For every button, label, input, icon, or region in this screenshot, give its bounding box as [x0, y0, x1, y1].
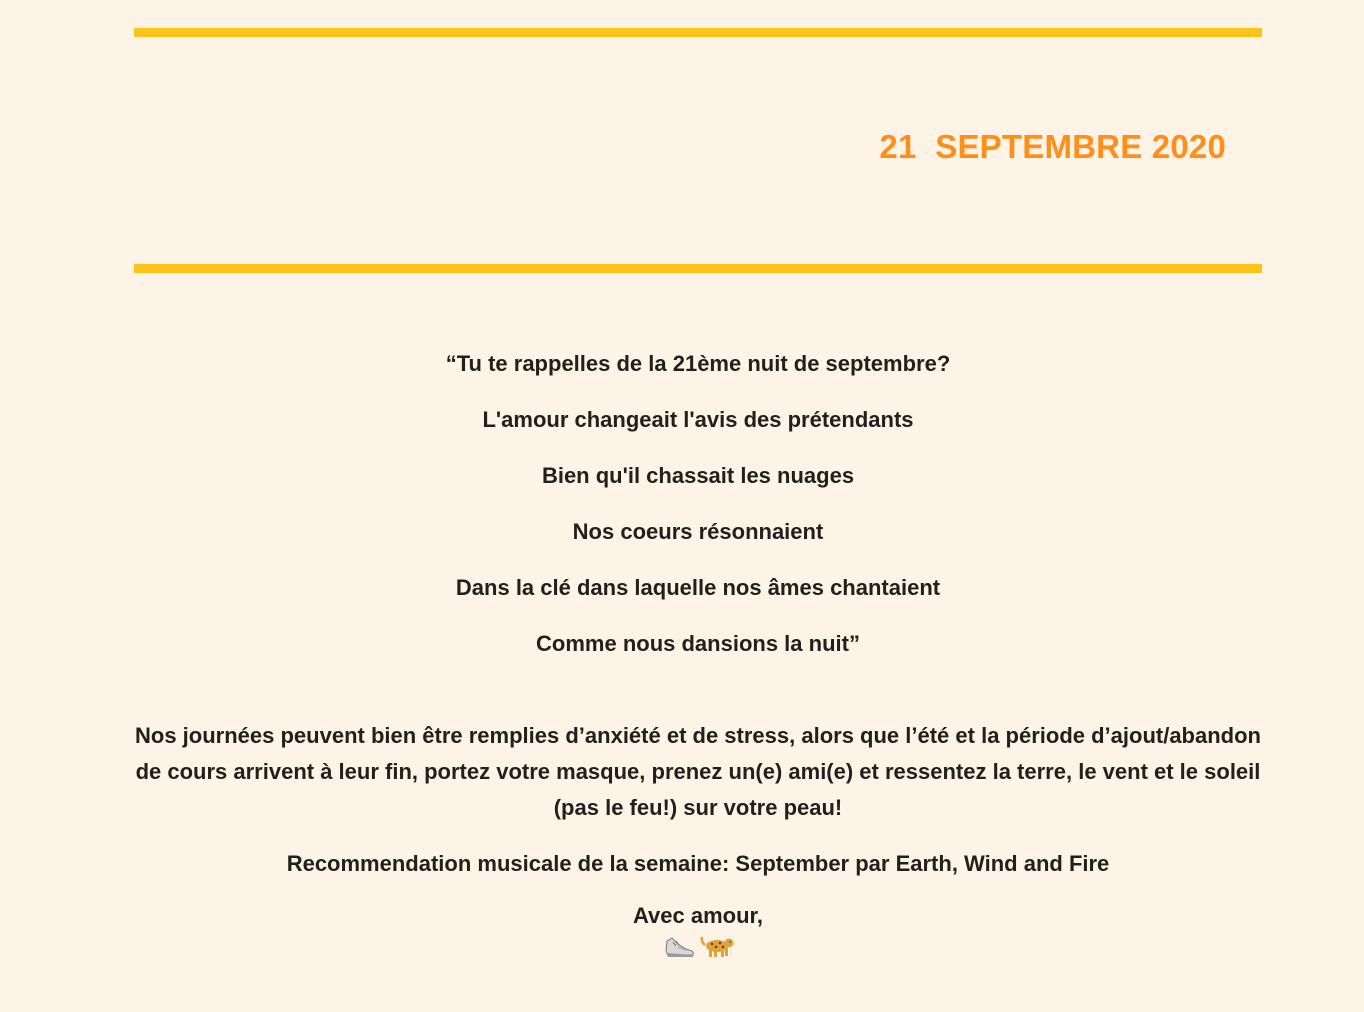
- signature-emojis: [134, 932, 1262, 960]
- bottom-divider: [134, 264, 1262, 273]
- poem-line: L'amour changeait l'avis des prétendants: [482, 407, 914, 432]
- poem-line: Comme nous dansions la nuit”: [536, 631, 860, 656]
- music-recommendation: Recommendation musicale de la semaine: September par Earth, Wind and Fire: [286, 851, 1110, 876]
- top-divider: [134, 28, 1262, 37]
- issue-date: 21 SEPTEMBRE 2020: [879, 128, 1226, 165]
- newsletter-content: [134, 346, 1262, 960]
- poem-line: “Tu te rappelles de la 21ème nuit de septembre?: [445, 351, 951, 376]
- message-paragraph: Nos journées peuvent bien être remplies d’anxiété et de stress, alors que l’été et la période d’ajout/abandon de cours arrivent à leur fin, portez votre masque, prenez un(e) ami(e) et ressentez la terre, le vent et le soleil (pas le feu!) sur votre peau!: [135, 723, 1261, 820]
- sneaker-icon: [664, 932, 696, 960]
- poem-line: Nos coeurs résonnaient: [572, 519, 824, 544]
- poem-line: Bien qu'il chassait les nuages: [541, 463, 855, 488]
- poem-quote: [134, 346, 1262, 662]
- leopard-icon: [700, 932, 732, 960]
- poem-line: Dans la clé dans laquelle nos âmes chantaient: [455, 575, 941, 600]
- signoff: Avec amour,: [632, 903, 764, 928]
